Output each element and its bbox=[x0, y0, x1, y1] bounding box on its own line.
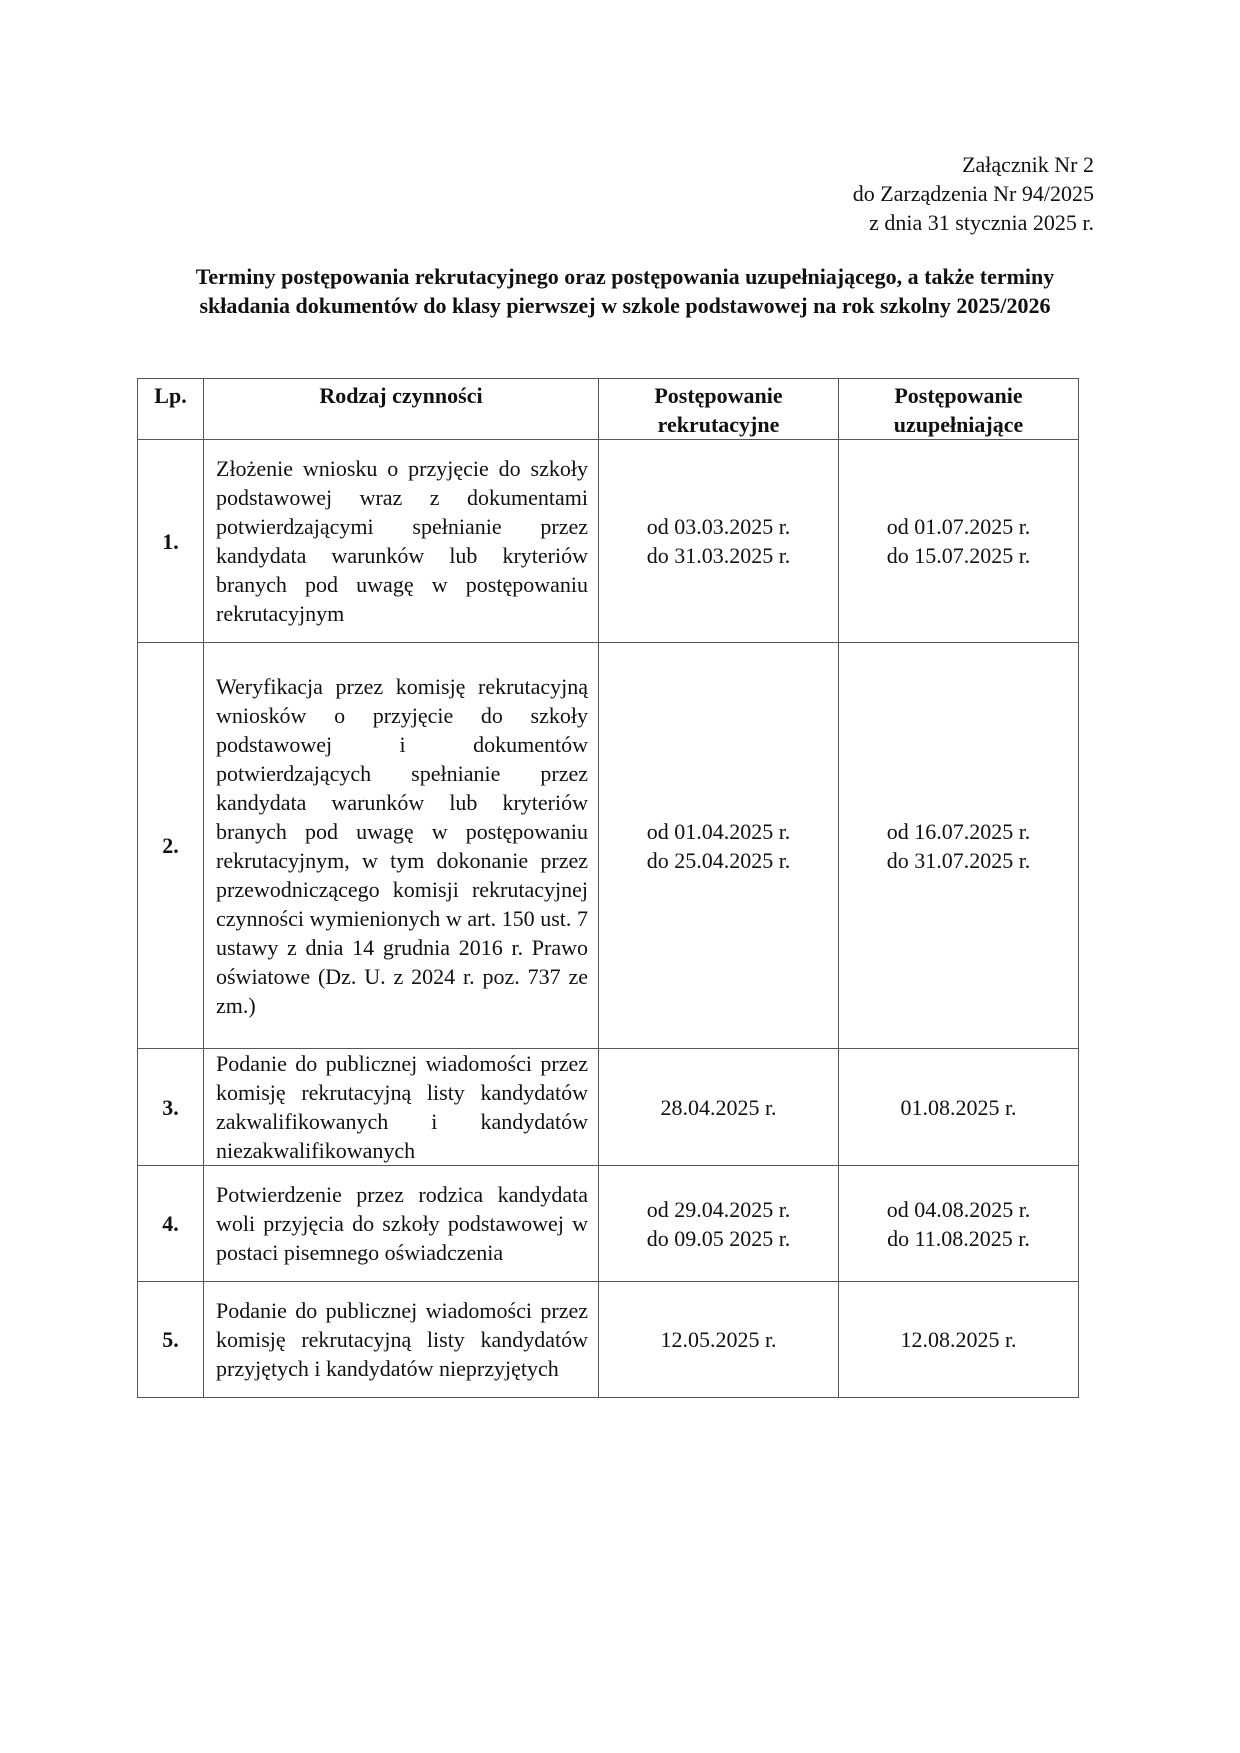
attachment-number: Załącznik Nr 2 bbox=[962, 152, 1094, 177]
column-header-activity: Rodzaj czynności bbox=[204, 379, 599, 440]
attachment-header bbox=[853, 150, 1094, 237]
table-row bbox=[138, 1166, 1079, 1282]
table-row bbox=[138, 1049, 1079, 1166]
regulation-date: z dnia 31 stycznia 2025 r. bbox=[869, 210, 1094, 235]
activity-description: Weryfikacja przez komisję rekrutacyjną wniosków o przyjęcie do szkoły podstawowej i dokumentów potwierdzających spełnianie przez kandydata warunków lub kryteriów branych pod uwagę w postępowaniu rekrutacyjnym, w tym dokonanie przez przewodniczącego komisji rekrutacyjnej czynności wymienionych w art. 150 ust. 7 ustawy z dnia 14 grudnia 2016 r. Prawo oświatowe (Dz. U. z 2024 r. poz. 737 ze zm.) bbox=[204, 643, 599, 1049]
supplementary-dates: 01.08.2025 r. bbox=[839, 1049, 1079, 1166]
activity-description: Podanie do publicznej wiadomości przez komisję rekrutacyjną listy kandydatów zakwalifikowanych i kandydatów niezakwalifikowanych bbox=[204, 1049, 599, 1166]
table-row bbox=[138, 440, 1079, 643]
table-header-row bbox=[138, 379, 1079, 440]
supplementary-dates: 12.08.2025 r. bbox=[839, 1282, 1079, 1398]
row-number: 2. bbox=[138, 643, 204, 1049]
activity-description: Podanie do publicznej wiadomości przez komisję rekrutacyjną listy kandydatów przyjętych i kandydatów nieprzyjętych bbox=[204, 1282, 599, 1398]
activity-description: Złożenie wniosku o przyjęcie do szkoły podstawowej wraz z dokumentami potwierdzającymi spełnianie przez kandydata warunków lub kryteriów branych pod uwagę w postępowaniu rekrutacyjnym bbox=[204, 440, 599, 643]
supplementary-dates: od 04.08.2025 r. do 11.08.2025 r. bbox=[839, 1166, 1079, 1282]
supplementary-dates: od 16.07.2025 r. do 31.07.2025 r. bbox=[839, 643, 1079, 1049]
schedule-table bbox=[137, 378, 1079, 1398]
recruitment-dates: od 29.04.2025 r. do 09.05 2025 r. bbox=[599, 1166, 839, 1282]
recruitment-dates: od 01.04.2025 r. do 25.04.2025 r. bbox=[599, 643, 839, 1049]
regulation-reference: do Zarządzenia Nr 94/2025 bbox=[852, 181, 1094, 206]
table-row bbox=[138, 643, 1079, 1049]
column-header-supplementary: Postępowanie uzupełniające bbox=[839, 379, 1079, 440]
row-number: 3. bbox=[138, 1049, 204, 1166]
row-number: 5. bbox=[138, 1282, 204, 1398]
document-title: Terminy postępowania rekrutacyjnego oraz postępowania uzupełniającego, a także terminy składania dokumentów do klasy pierwszej w szkole podstawowej na rok szkolny 2025/2026 bbox=[195, 264, 1055, 318]
row-number: 4. bbox=[138, 1166, 204, 1282]
column-header-lp: Lp. bbox=[138, 379, 204, 440]
activity-description: Potwierdzenie przez rodzica kandydata woli przyjęcia do szkoły podstawowej w postaci pisemnego oświadczenia bbox=[204, 1166, 599, 1282]
recruitment-dates: 12.05.2025 r. bbox=[599, 1282, 839, 1398]
recruitment-dates: od 03.03.2025 r. do 31.03.2025 r. bbox=[599, 440, 839, 643]
recruitment-dates: 28.04.2025 r. bbox=[599, 1049, 839, 1166]
table-row bbox=[138, 1282, 1079, 1398]
column-header-recruitment: Postępowanie rekrutacyjne bbox=[599, 379, 839, 440]
supplementary-dates: od 01.07.2025 r. do 15.07.2025 r. bbox=[839, 440, 1079, 643]
row-number: 1. bbox=[138, 440, 204, 643]
